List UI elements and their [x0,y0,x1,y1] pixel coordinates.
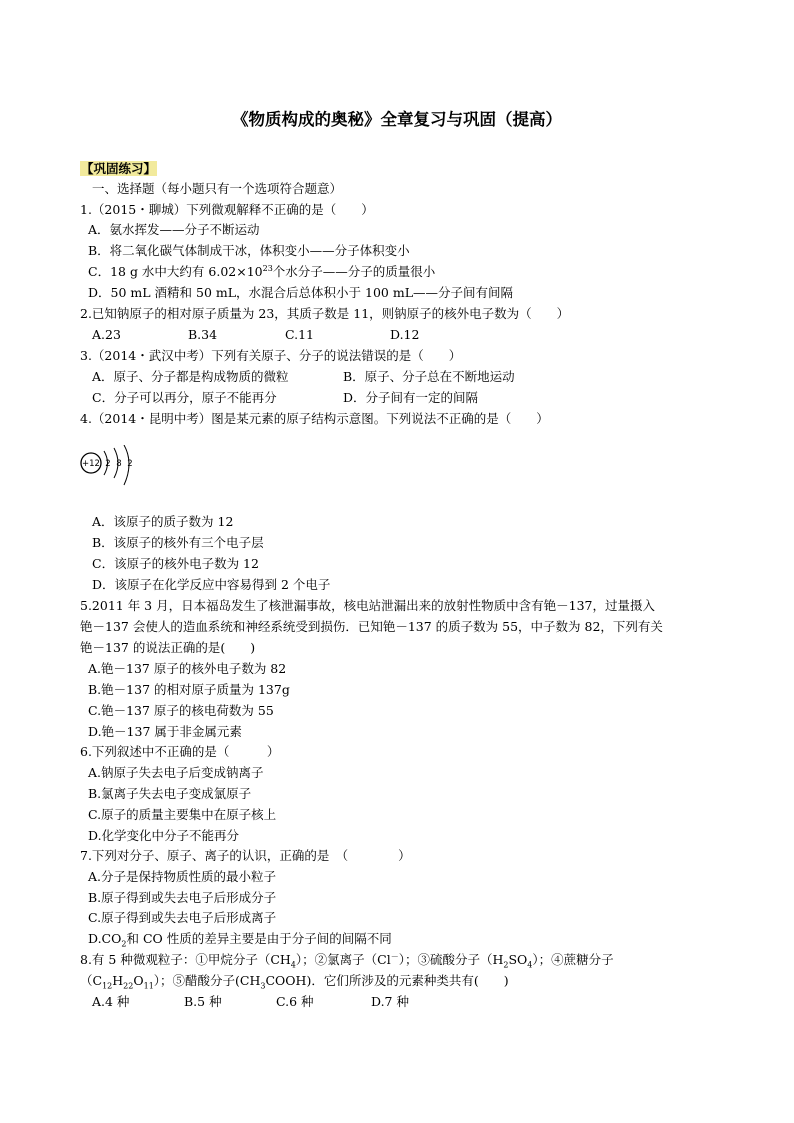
section-tag: 【巩固练习】 [81,161,157,176]
option-b: B．将二氧化碳气体制成干冰，体积变小——分子体积变小 [88,243,410,258]
option-a: A.分子是保持物质性质的最小粒子 [88,869,277,884]
option-c: C.11 [285,327,314,342]
option-a: A.4 种 [92,994,130,1009]
question-stem-line-3: 铯－137 的说法正确的是( ) [80,640,256,655]
option-b: B.原子得到或失去电子后形成分子 [88,890,277,905]
option-a: A.钠原子失去电子后变成钠离子 [88,765,264,780]
question-stem-line-1: 8.有 5 种微观粒子：①甲烷分子$(CH_4)$；②氯离子（Cl－）；③硫酸分子$(H_2SO_4)$；④蔗糖分子 [80,951,614,970]
part-heading: 一、选择题（每小题只有一个选项符合题意） [92,181,343,196]
option-a: A．该原子的质子数为 12 [92,514,234,529]
option-c: C．该原子的核外电子数为 12 [92,556,259,571]
option-d: $D.CO_2$和 CO 性质的差异主要是由于分子间的间隔不同 [88,931,392,949]
option-c: C.原子得到或失去电子后形成离子 [88,910,277,925]
question-stem-line-1: 5.2011 年 3 月，日本福岛发生了核泄漏事故，核电站泄漏出来的放射性物质中含有铯－137，过量摄入 [80,598,655,613]
option-c: C.6 种 [276,994,314,1009]
option-c: C.原子的质量主要集中在原子核上 [88,807,277,822]
option-b: B．该原子的核外有三个电子层 [92,535,264,550]
option-d: D.12 [390,327,420,342]
question-stem: 6.下列叙述中不正确的是（ ） [80,744,280,759]
question-stem: 7.下列对分子、原子、离子的认识，正确的是 （ ） [80,848,411,863]
option-a: A．原子、分子都是构成物质的微粒 [92,369,289,384]
option-d: D.化学变化中分子不能再分 [88,828,240,843]
shell-1-electrons: 2 [105,459,111,469]
shell-3-electrons: 2 [127,459,133,469]
question-stem: 3.（2014・武汉中考）下列有关原子、分子的说法错误的是（ ） [80,348,462,363]
option-d: D.7 种 [371,994,409,1009]
option-d: D．分子间有一定的间隔 [343,390,479,405]
option-c: C.铯－137 原子的核电荷数为 55 [88,703,274,718]
option-b: B．原子、分子总在不断地运动 [343,369,515,384]
page-title: 《物质构成的奥秘》全章复习与巩固（提高） [232,110,562,129]
option-b: B.氯离子失去电子变成氯原子 [88,786,252,801]
option-c: C．18 g 水中大约有 $6.02\times 10^{23}$个水分子——分子的质量很小 [88,263,436,279]
option-c: C．分子可以再分，原子不能再分 [92,390,277,405]
question-stem: 4.（2014・昆明中考）图是某元素的原子结构示意图。下列说法不正确的是（ ） [80,411,549,426]
question-stem: 2.已知钠原子的相对原子质量为 23，其质子数是 11，则钠原子的核外电子数为（ ） [80,306,570,321]
option-b: B.5 种 [184,994,222,1009]
option-d: D．该原子在化学反应中容易得到 2 个电子 [92,577,331,592]
option-b: B.34 [188,327,218,342]
option-a: A.23 [92,327,121,342]
shell-2-electrons: 8 [116,459,122,469]
question-stem: 1.（2015・聊城）下列微观解释不正确的是（ ） [80,202,374,217]
atom-structure-diagram [78,445,168,505]
option-d: D．50 mL 酒精和 50 mL，水混合后总体积小于 100 mL——分子间有间隔 [88,285,513,300]
question-stem-line-2: 铯－137 会使人的造血系统和神经系统受到损伤．已知铯－137 的质子数为 55，中子数为 82，下列有关 [80,619,663,634]
question-stem-line-2: $(C_{12}H_{22}O_{11})$；⑤醋酸分子$(CH_3COOH)$．它们所涉及的元素种类共有( ) [80,973,509,991]
nucleus-label: +12 [82,459,100,469]
option-d: D.铯－137 属于非金属元素 [88,724,242,739]
option-b: B.铯－137 的相对原子质量为 137g [88,682,290,697]
option-a: A．氨水挥发——分子不断运动 [88,222,260,237]
option-a: A.铯－137 原子的核外电子数为 82 [88,661,287,676]
